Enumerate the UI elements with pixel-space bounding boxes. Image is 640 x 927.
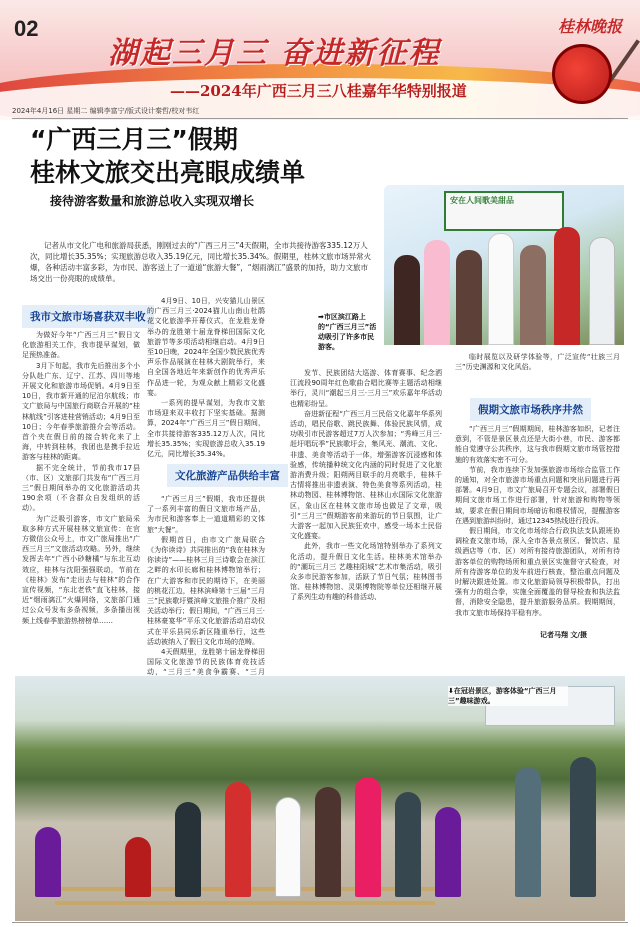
- photo-person: [125, 837, 151, 897]
- paragraph: 为做好今年“广西三月三”假日文化旅游相关工作，我市提早谋划，做足预热准备。: [22, 331, 140, 360]
- paragraph: 发节、民族团结大巡游、体育赛事、纪念洒江流段90周年红色歌曲合唱比赛等主题活动相继举行，灵川“潮起三月三·三月三”欢乐嘉年华活动也精彩纷呈。: [290, 369, 442, 408]
- header-banner: [0, 0, 640, 120]
- photo-person: [395, 792, 421, 897]
- photo-person: [554, 227, 580, 345]
- paragraph: 假期首日，由市文广旅局联合《为你读诗》共同推出的“我在桂林为你读诗”——桂林三月三诗歌会在滨江之畔的水印长廊和桂林博物馆举行；在广大游客和市民的期待下，在美丽的桃花江边，桂林滨峰第十三届“三月三”民族歌圩暨滨峰文旅推介推广及相关活动举行；假日期间，“广西三月三·桂林豪宴华”平乐文化旅游活动启动仪式在平乐县同乐新区隆重举行，这些活动被纳入了假日文化市场的范畴。: [147, 535, 265, 646]
- photo-person: [35, 827, 61, 897]
- divider: [12, 118, 628, 119]
- drum-icon: [552, 44, 612, 104]
- photo-person: [589, 237, 615, 345]
- article-title: [30, 123, 305, 189]
- paragraph: 4天假期里，龙胜第十届龙脊梯田国际文化旅游节的民族体育竞技活动，“三月三”美食争霸赛、“三月: [147, 648, 265, 677]
- paragraph: 假日期间，市文化市场综合行政执法支队跟班协调检查文旅市场，深入全市各景点景区、餐饮店、星级酒店等（市、区）对所有接待旅游团队，对所有待游客单位的购物场所和重点景区实施督守式检查，对所有待游客单位的发车前进行核查，整治重点问题及时解决跟进处置。市文化旅游局领导积极带队，打出强有力的组合拳，实施全面覆盖的督导检查和执法监督，消除安全隐患，提升旅游服务品质。假期期间，我市文旅市场保持平稳有序。: [455, 527, 620, 617]
- column-3: [290, 368, 442, 603]
- column-2b: [147, 494, 265, 688]
- paragraph: 4月9日、10日，兴安猫儿山景区的广西三月三·2024猫儿山南山杜鹃花文化旅游季开幕仪式，在龙胜龙脊举办的龙胜第十届龙脊梯田国际文化旅游节等多项活动相继启动。4月9日至10日晚，2024年全国少数民族优秀声乐作品展演在桂林大剧院举行，来自全国各地近年来新创作的优秀声乐作品进一轮，为观众献上精彩文化盛宴。: [147, 297, 265, 397]
- photo-bamboo-game: [15, 676, 625, 921]
- photo1-caption: ➡市区滨江路上的“广西三月三”活动吸引了许多市民游客。: [318, 313, 377, 351]
- photo-person: [488, 233, 514, 345]
- photo-person: [394, 255, 420, 345]
- photo-person: [275, 797, 301, 897]
- photo-person: [315, 787, 341, 897]
- byline: 记者马翔 文/摄: [540, 631, 587, 639]
- newspaper-logo: 桂林晚报: [557, 17, 622, 36]
- divider: [12, 922, 628, 923]
- section-heading-1: 我市文旅市场喜获双丰收: [22, 305, 154, 328]
- paragraph: 此外，我市一些文化场馆特别举办了系列文化活动，提升假日文化生活。桂林美术馆举办的“潮玩三月三 艺趣桂阳城”艺术市集活动，吸引众多市民游客参加，活跃了节日气氛；桂林图书馆、桂林博物馆、灵渠博物院等单位还相继开展了系列生动有趣的科普活动、: [290, 542, 442, 602]
- paragraph: “广西三月三”假期期间，桂林游客如织，记者注意到，不管是景区景点还是大街小巷，市民、游客都能自觉遵守公共秩序，这与我市假期文旅市场管控措施的有效落实密不可分。: [455, 425, 620, 464]
- paragraph: 3月下旬起，我市先后推出多个小分队赴广东、辽宁、江苏、四川等地开展文化和旅游市场促销。4月9日至10日，我市新开通的尼泊尔航线；市文广旅局与中国旅行商联合开展的“桂林航线”引客进桂营销活动；4月9日至10日；今年春季旅游推介会等活动。首个夹在假日前的接合转化来了上海，中转到桂林，我团也是携手拉近游客与桂林的距离。: [22, 361, 140, 462]
- article-deck: 接待游客数量和旅游总收入实现双增长: [50, 194, 255, 208]
- section-heading-2: 文化旅游产品供给丰富: [167, 464, 288, 487]
- paragraph: 据不完全统计，节前我市17县（市、区）文旅部门共发布“广西三月三”假日期间举办的文化旅游活动共190余项（不含群众自发组织的活动）。: [22, 463, 140, 513]
- photo-stall-crowd: [384, 185, 624, 345]
- issue-meta: 2024年4月16日 星期二 编辑李富宁/版式设计秦哲/校对韦红: [12, 107, 200, 115]
- photo-person: [225, 782, 251, 897]
- photo2-caption: ⬇在冠岩景区，游客体验“广西三月三”趣味游戏。: [448, 686, 568, 706]
- paragraph: 临时展览以及研学体验等，广泛宣传“壮族三月三”历史渊源和文化风俗。: [455, 353, 620, 372]
- page-number: 02: [14, 16, 39, 41]
- photo-person: [456, 250, 482, 345]
- photo-person: [515, 767, 541, 897]
- column-4a: [455, 352, 620, 372]
- paragraph: 节前，我市连续下发加强旅游市场综合监管工作的通知，对全市旅游市场重点问题和突出问题进行再部署。4月9日，市文广旅局召开专题会议，部署假日期间文旅市场工作进行部署，针对旅游和购物等领域，要求在假日期间市场暗访和维权情况，提醒游客在遇到旅游纠纷时，通过12345热线进行投诉。: [455, 465, 620, 525]
- column-2a: [147, 296, 265, 459]
- photo-person: [520, 245, 546, 345]
- section-heading-3: 假期文旅市场秩序井然: [470, 398, 591, 421]
- banner-subtitle: ——2024年广西三月三八桂嘉年华特别报道: [170, 82, 467, 100]
- photo-stall-text: 安在人间歌美甜品: [450, 196, 514, 205]
- column-1: [22, 330, 140, 626]
- column-4b: [455, 424, 620, 618]
- photo-person: [435, 807, 461, 897]
- photo-person: [175, 802, 201, 897]
- photo-person: [570, 757, 596, 897]
- photo-person: [355, 777, 381, 897]
- paragraph: 奋进新征程“广西三月三民俗文化嘉年华系列活动，唱民俗歌、跳民族舞、体验民族风情，成功吸引市民游客超过7万人次参加；“秀峰三月三·赶圩唱玩季”民族歌圩会，集风光、潮流、文化、非遗、美食等活动于一体，增强游客沉浸感和体验感，传统播种统文化内涵的同时促进了文化旅游消费升级；阳朔两目联手的月亮歌手，桂林千古情将推出非遗表演、特色美食等系列活动，桂林动物园、桂林博物馆、桂林山水国际文化旅游区，象山区在桂林文旅市场也做足了文章，吸引“三月三”假期游客前来游玩的节日氛围，让广大游客一起加入民族狂欢中，感受一场本土民俗文化盛宴。: [290, 409, 442, 541]
- paragraph: 为广泛吸引游客，市文广旅局采取多种方式开展桂林文旅宣传：在官方微信公众号上，市文广旅局推出“广西三月三”文旅活动攻略。另外，继续发挥去年“广西小砂糖橘”与东北互动效应，桂林与沈阳强强联动，节前在《桂林》发布“走出去与桂林”的合作宣传视频，“东北老铁”直飞桂林，接近“烟雨漓江”火爆网络，文旅部门通过公众号发布多条视频，多条播出视频上线春季旅游热榜榜单……: [22, 514, 140, 625]
- article-title-line-1: “广西三月三”假期: [30, 125, 238, 154]
- photo-person: [424, 240, 450, 345]
- banner-title: 湖起三月三 奋进新征程: [108, 36, 441, 71]
- article-lead: 记者从市文化广电和旅游局获悉，刚刚过去的“广西三月三”4天假期，全市共接待游客335.12万人次，同比增长35.35%；实现旅游总收入35.19亿元，同比增长35.34%。假期里，桂林文旅市场异常火爆，各种活动丰富多彩，为市民、游客送上了一道道“旅游大餐”，“烟雨漓江”盛景的加持，助力文旅市场交出一份亮眼的成绩单。: [30, 241, 372, 283]
- drumstick-icon: [608, 39, 640, 82]
- paragraph: 一系列的提早谋划，为我市文旅市场迎来双丰收打下坚实基础。据测算，2024年“广西三月三”假日期间，全市共接待游客335.12万人次，同比增长35.35%；实现旅游总收入35.19亿元，同比增长35.34%。: [147, 399, 265, 459]
- article-title-line-2: 桂林文旅交出亮眼成绩单: [30, 158, 306, 187]
- paragraph: “广西三月三”假期，我市还提供了一系列丰富的假日文旅市场产品，为市民和游客奉上一道道精彩的文体旅“大餐”。: [147, 495, 265, 534]
